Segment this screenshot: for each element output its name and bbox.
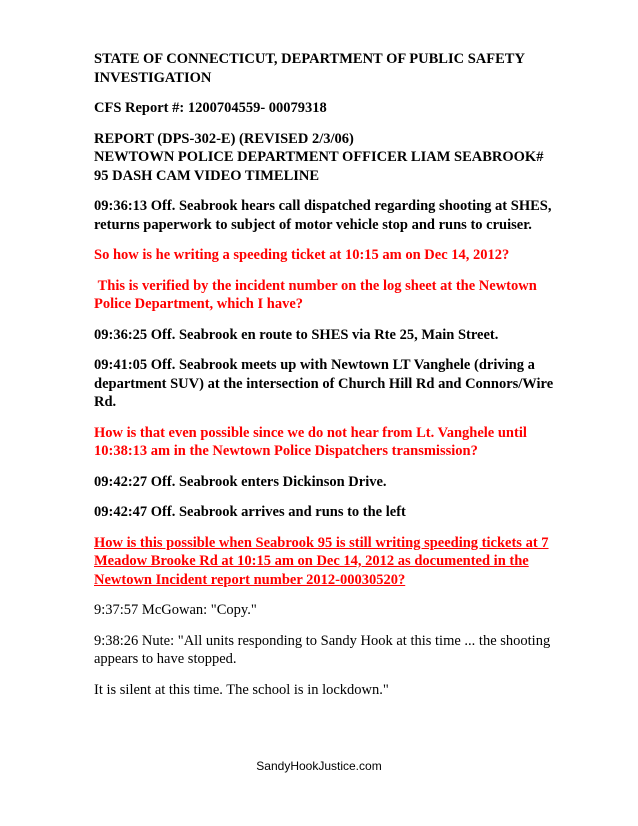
- report-subject-line: NEWTOWN POLICE DEPARTMENT OFFICER LIAM SEABROOK# 95 DASH CAM VIDEO TIMELINE: [94, 149, 544, 184]
- timeline-entry: 09:36:13 Off. Seabrook hears call dispatched regarding shooting at SHES, returns paperwork to subject of motor vehicle stop and runs to cruiser.: [94, 198, 552, 233]
- timeline-entry: 09:42:47 Off. Seabrook arrives and runs to the left: [94, 504, 406, 520]
- report-form-line: REPORT (DPS-302-E) (REVISED 2/3/06): [94, 130, 354, 147]
- page-footer: SandyHookJustice.com: [256, 759, 382, 773]
- timeline-entry: 09:41:05 Off. Seabrook meets up with Newtown LT Vanghele (driving a department SUV) at the intersection of Church Hill Rd and Connors/Wire Rd.: [94, 357, 554, 410]
- report-heading: [94, 130, 554, 186]
- cfs-report-number: CFS Report #: 1200704559- 00079318: [94, 100, 327, 116]
- timeline-entry: 09:36:25 Off. Seabrook en route to SHES via Rte 25, Main Street.: [94, 326, 499, 343]
- comment-paragraph: This is verified by the incident number on the log sheet at the Newtown Police Department, which I have?: [94, 277, 541, 312]
- comment-paragraph: How is this possible when Seabrook 95 is still writing speeding tickets at 7 Meadow Brooke Rd at 10:15 am on Dec 14, 2012 as documented in the Newtown Incident report number 2012-00030520?: [94, 534, 549, 588]
- timeline-entry: 09:42:27 Off. Seabrook enters Dickinson Drive.: [94, 473, 387, 490]
- transcript-line: It is silent at this time. The school is in lockdown.": [94, 681, 389, 698]
- document-title: STATE OF CONNECTICUT, DEPARTMENT OF PUBLIC SAFETY INVESTIGATION: [94, 51, 525, 86]
- comment-paragraph: So how is he writing a speeding ticket at 10:15 am on Dec 14, 2012?: [94, 247, 510, 263]
- document-body: [94, 50, 554, 711]
- transcript-line: 9:38:26 Nute: "All units responding to Sandy Hook at this time ... the shooting appears to have stopped.: [94, 632, 551, 667]
- comment-paragraph: How is that even possible since we do not hear from Lt. Vanghele until 10:38:13 am in the Newtown Police Dispatchers transmission?: [94, 424, 527, 459]
- transcript-line: 9:37:57 McGowan: "Copy.": [94, 602, 257, 618]
